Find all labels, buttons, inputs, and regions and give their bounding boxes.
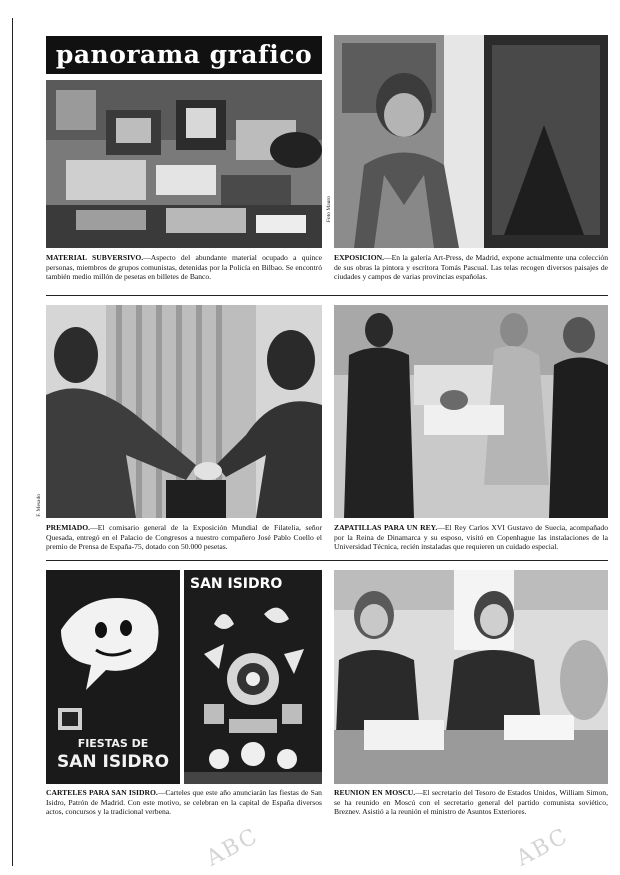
poster-right-title: SAN ISIDRO [190,576,283,592]
caption-reunion-text: —El secretario del Tesoro de Estados Unidos, William Simon, se ha reunido en Moscú con el secretario general del partido comunista soviético, Breznev. Asistió a la reunión el ministro de Asuntos Exteriores. [334,788,609,817]
caption-exposicion [334,253,608,282]
photo-credit-1: Foto Mauro [326,196,332,223]
left-margin-rule [12,18,13,866]
caption-zapatillas-head: ZAPATILLAS PARA UN REY. [334,523,438,532]
caption-premiado-text: —El comisario general de la Exposición Mundial de Filatelia, señor Quesada, entregó en el Palacio de Congresos a nuestro compañero José Pablo Coello el premio de Prensa de España-75, dotado con 50.000 pesetas. [46,523,322,552]
caption-material-head: MATERIAL SUBVERSIVO. [46,253,144,262]
caption-reunion [334,788,608,817]
poster-left-line2: SAN ISIDRO [56,752,170,772]
caption-carteles-text: —Carteles que este año anunciarán las fiestas de San Isidro, Patrón de Madrid. Con este motivo, se celebran en la capital de España diversos actos, concursos y la tradicional verbena. [46,788,322,817]
poster-san-isidro-flowers [184,570,322,784]
caption-carteles-head: CARTELES PARA SAN ISIDRO. [46,788,158,797]
poster-left-line1: FIESTAS DE [77,737,149,750]
caption-zapatillas-text: —El Rey Carlos XVI Gustavo de Suecia, acompañado por la Reina de Dinamarca y su esposo, visitó en Copenhague las instalaciones de la Universidad Técnica, recién instaladas que requieren un cuidado especial. [334,523,608,552]
photo-exposition [334,35,608,248]
photo-subversive-material [46,80,322,248]
section-title-banner: panorama grafico [46,36,322,74]
caption-premiado [46,523,322,552]
photo-award-handshake [46,305,322,518]
caption-carteles [46,788,322,817]
row-divider-1 [46,295,608,296]
photo-credit-3: F. Mesado [36,494,42,517]
caption-premiado-head: PREMIADO. [46,523,91,532]
row-divider-2 [46,560,608,561]
watermark-abc-bottom-right: ABC [512,823,573,872]
caption-zapatillas [334,523,608,552]
caption-exposicion-text: —En la galería Art-Press, de Madrid, expone actualmente una colección de sus obras la pintora y escritora Tomás Pascual. Las telas recogen diversos paisajes de ciudades y campos de varias provincias españolas. [334,253,608,282]
caption-exposicion-head: EXPOSICION. [334,253,385,262]
caption-reunion-head: REUNION EN MOSCU. [334,788,416,797]
photo-moscow-meeting [334,570,608,784]
poster-fiestas-san-isidro [46,570,180,784]
caption-material-text: —Aspecto del abundante material ocupado a quince personas, miembros de grupos comunistas, detenidas por la Policía en Bilbao. Se encontró también medio millón de pesetas en billetes de Banco. [46,253,322,282]
watermark-abc-bottom-center: ABC [202,823,263,872]
caption-material [46,253,322,282]
photo-king-visit [334,305,608,518]
